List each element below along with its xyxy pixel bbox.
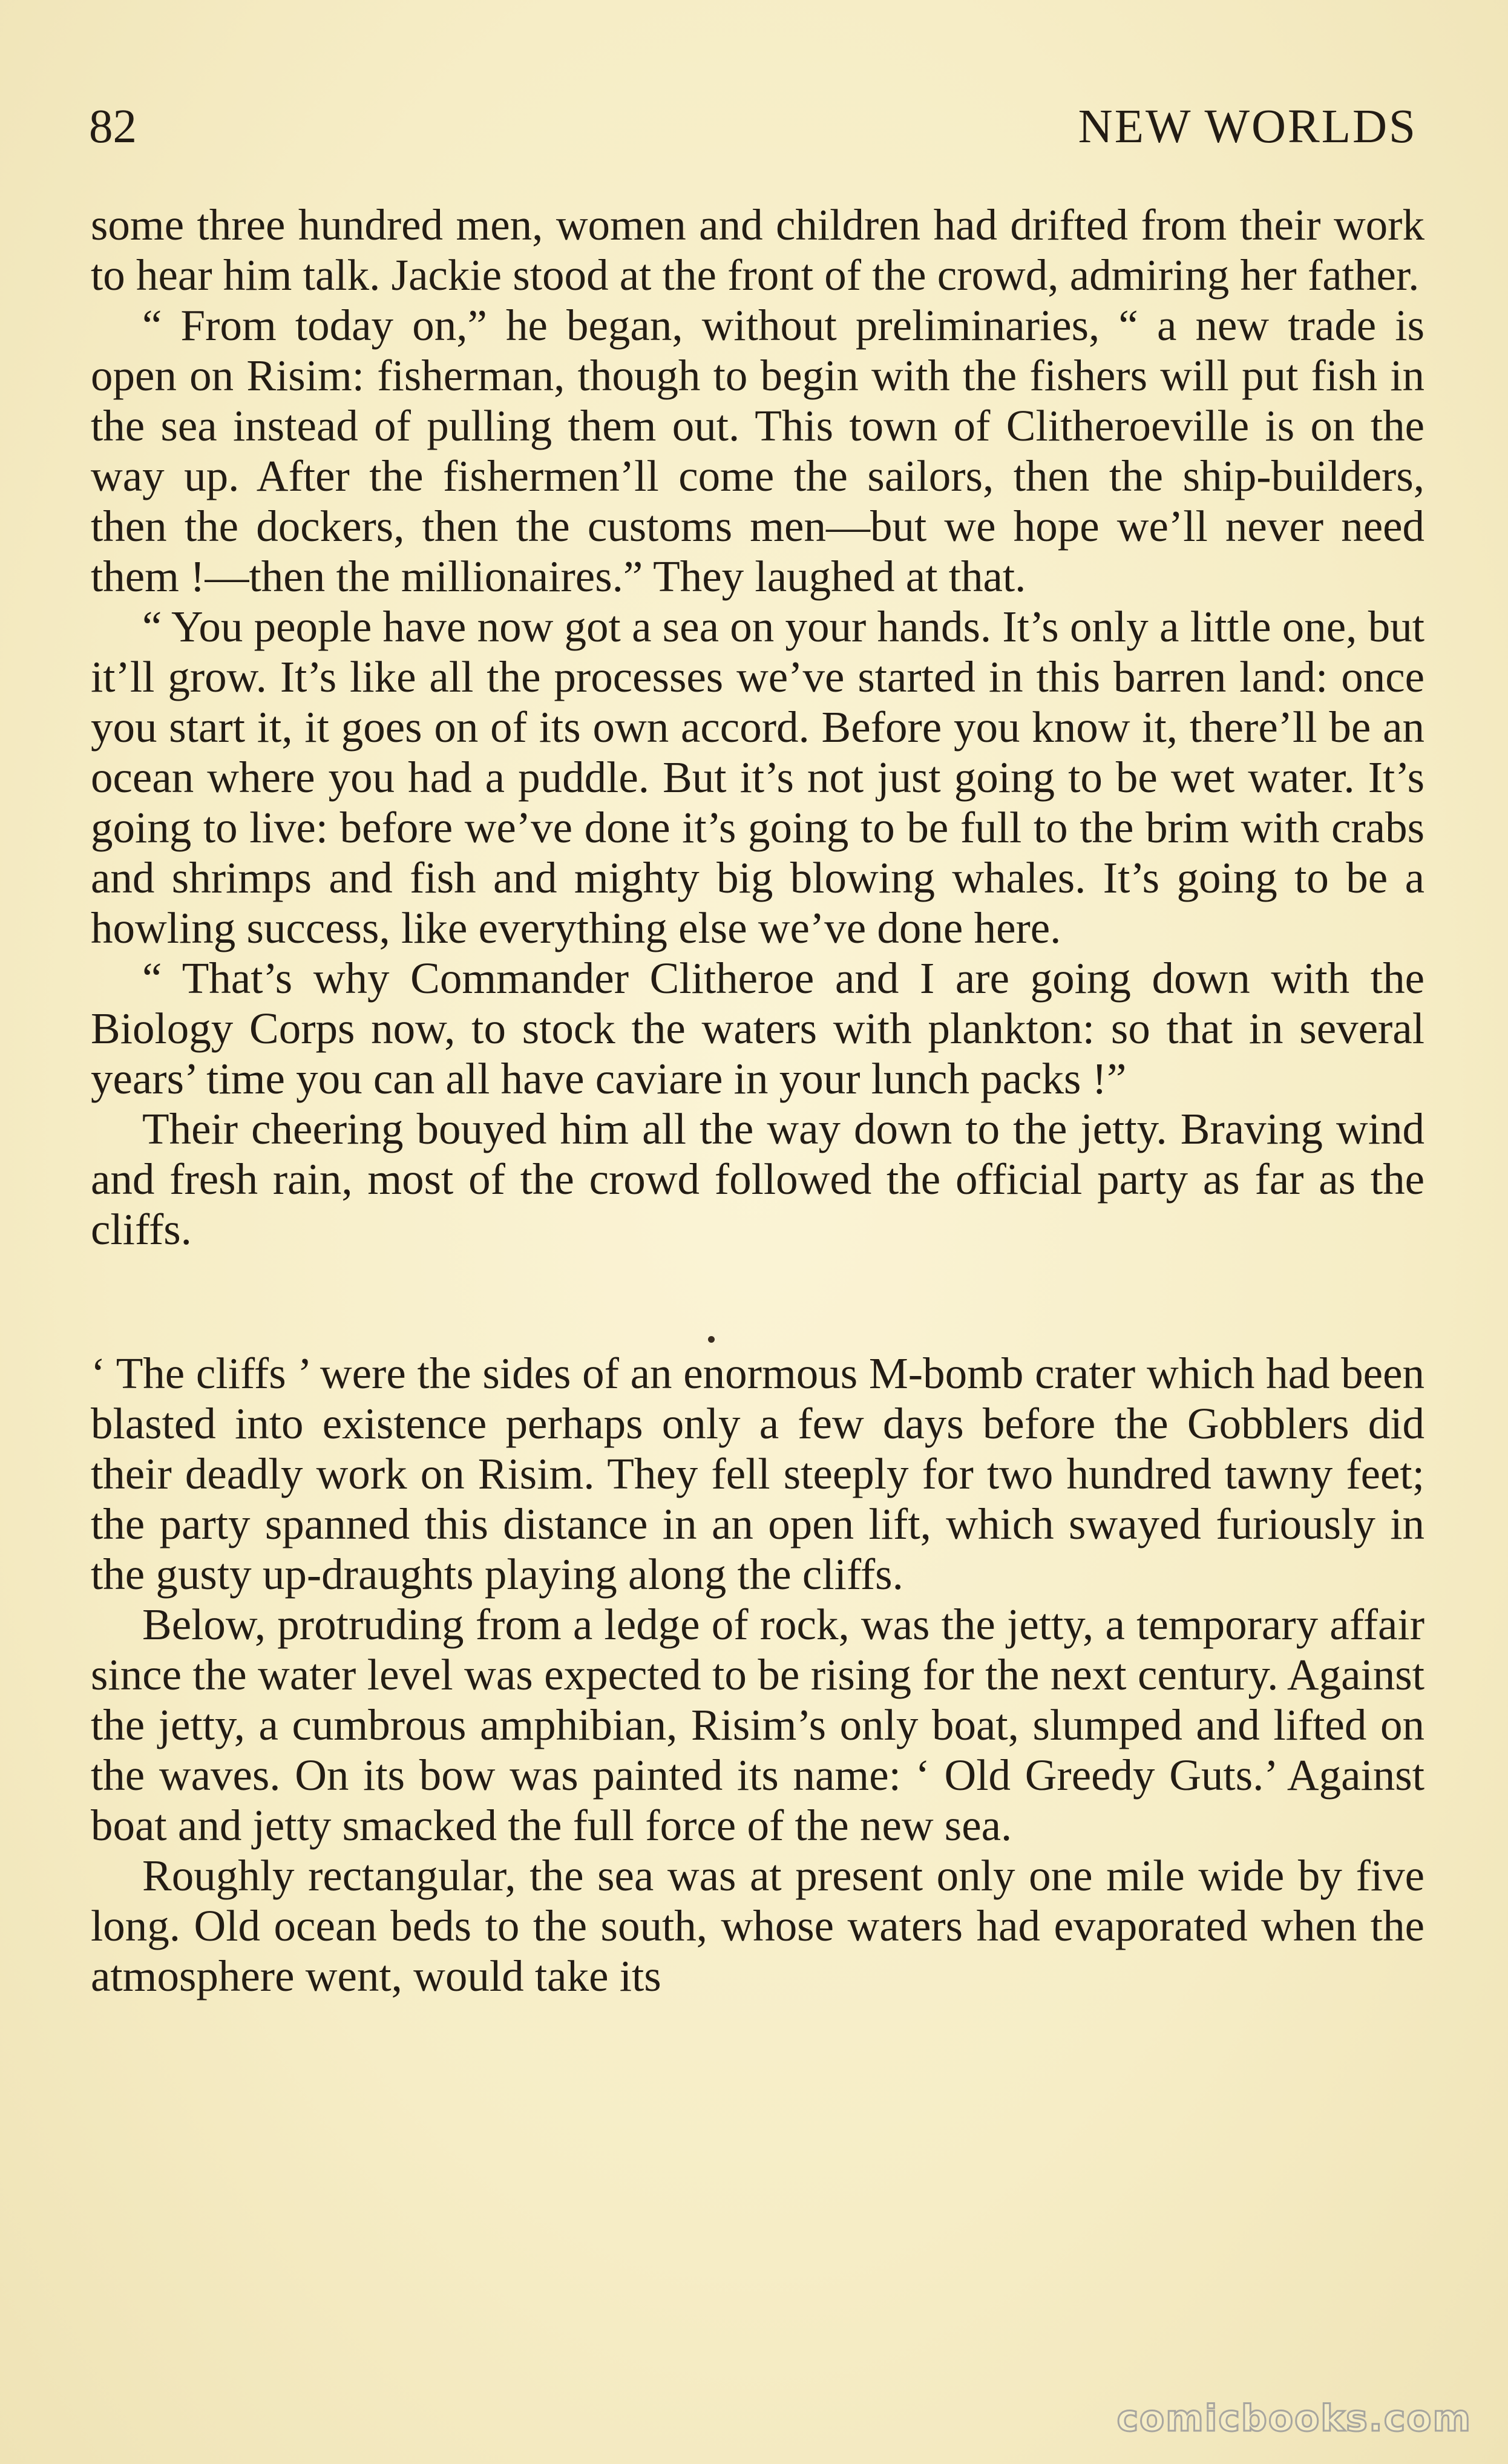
running-head <box>89 97 1417 157</box>
watermark-logo: comicbooks.com <box>1116 2397 1472 2440</box>
paragraph: Their cheering bouyed him all the way down to the jetty. Braving wind and fresh rain, most of the crowd followed the official party as far as the cliffs. <box>91 1104 1424 1254</box>
running-title: NEW WORLDS <box>1078 100 1417 153</box>
paragraph-section-start: ‘ The cliffs ’ were the sides of an enormous M-bomb crater which had been blasted into existence perhaps only a few days before the Gobblers did their deadly work on Risim. They fell steeply for two hundred tawny feet; the party spanned this distance in an open lift, which swayed furiously in the gusty up-draughts playing along the cliffs. <box>91 1349 1424 1599</box>
body-text <box>91 200 1424 2001</box>
paragraph: “ That’s why Commander Clitheroe and I are going down with the Biology Corps now, to stock the waters with plankton: so that in several years’ time you can all have caviare in your lunch packs !” <box>91 954 1424 1103</box>
paragraph: “ You people have now got a sea on your hands. It’s only a little one, but it’ll grow. It’s like all the processes we’ve started in this barren land: once you start it, it goes on of its own accord. Before you know it, there’ll be an ocean where you had a puddle. But it’s not just going to be wet water. It’s going to live: before we’ve done it’s going to be full to the brim with crabs and shrimps and fish and mighty big blowing whales. It’s going to be a howling success, like everything else we’ve done here. <box>91 602 1424 952</box>
section-break-dot <box>708 1336 715 1343</box>
paragraph: Below, protruding from a ledge of rock, was the jetty, a temporary affair since the water level was expected to be rising for the next century. Against the jetty, a cumbrous amphibian, Risim’s only boat, slumped and lifted on the waves. On its bow was painted its name: ‘ Old Greedy Guts.’ Against boat and jetty smacked the full force of the new sea. <box>91 1600 1424 1850</box>
section-break <box>91 1254 1424 1348</box>
paragraph: Roughly rectangular, the sea was at present only one mile wide by five long. Old ocean beds to the south, whose waters had evaporated when the atmosphere went, would take its <box>91 1851 1424 2000</box>
paragraph: “ From today on,” he began, without preliminaries, “ a new trade is open on Risim: fisherman, though to begin with the fishers will put fish in the sea instead of pulling them out. This town of Clitheroeville is on the way up. After the fishermen’ll come the sailors, then the ship-builders, then the dockers, then the customs men—but we hope we’ll never need them !—then the millionaires.” They laughed at that. <box>91 301 1424 601</box>
paragraph-continued: some three hundred men, women and children had drifted from their work to hear him talk. Jackie stood at the front of the crowd, admiring her father. <box>91 200 1424 300</box>
page-number: 82 <box>89 100 137 153</box>
